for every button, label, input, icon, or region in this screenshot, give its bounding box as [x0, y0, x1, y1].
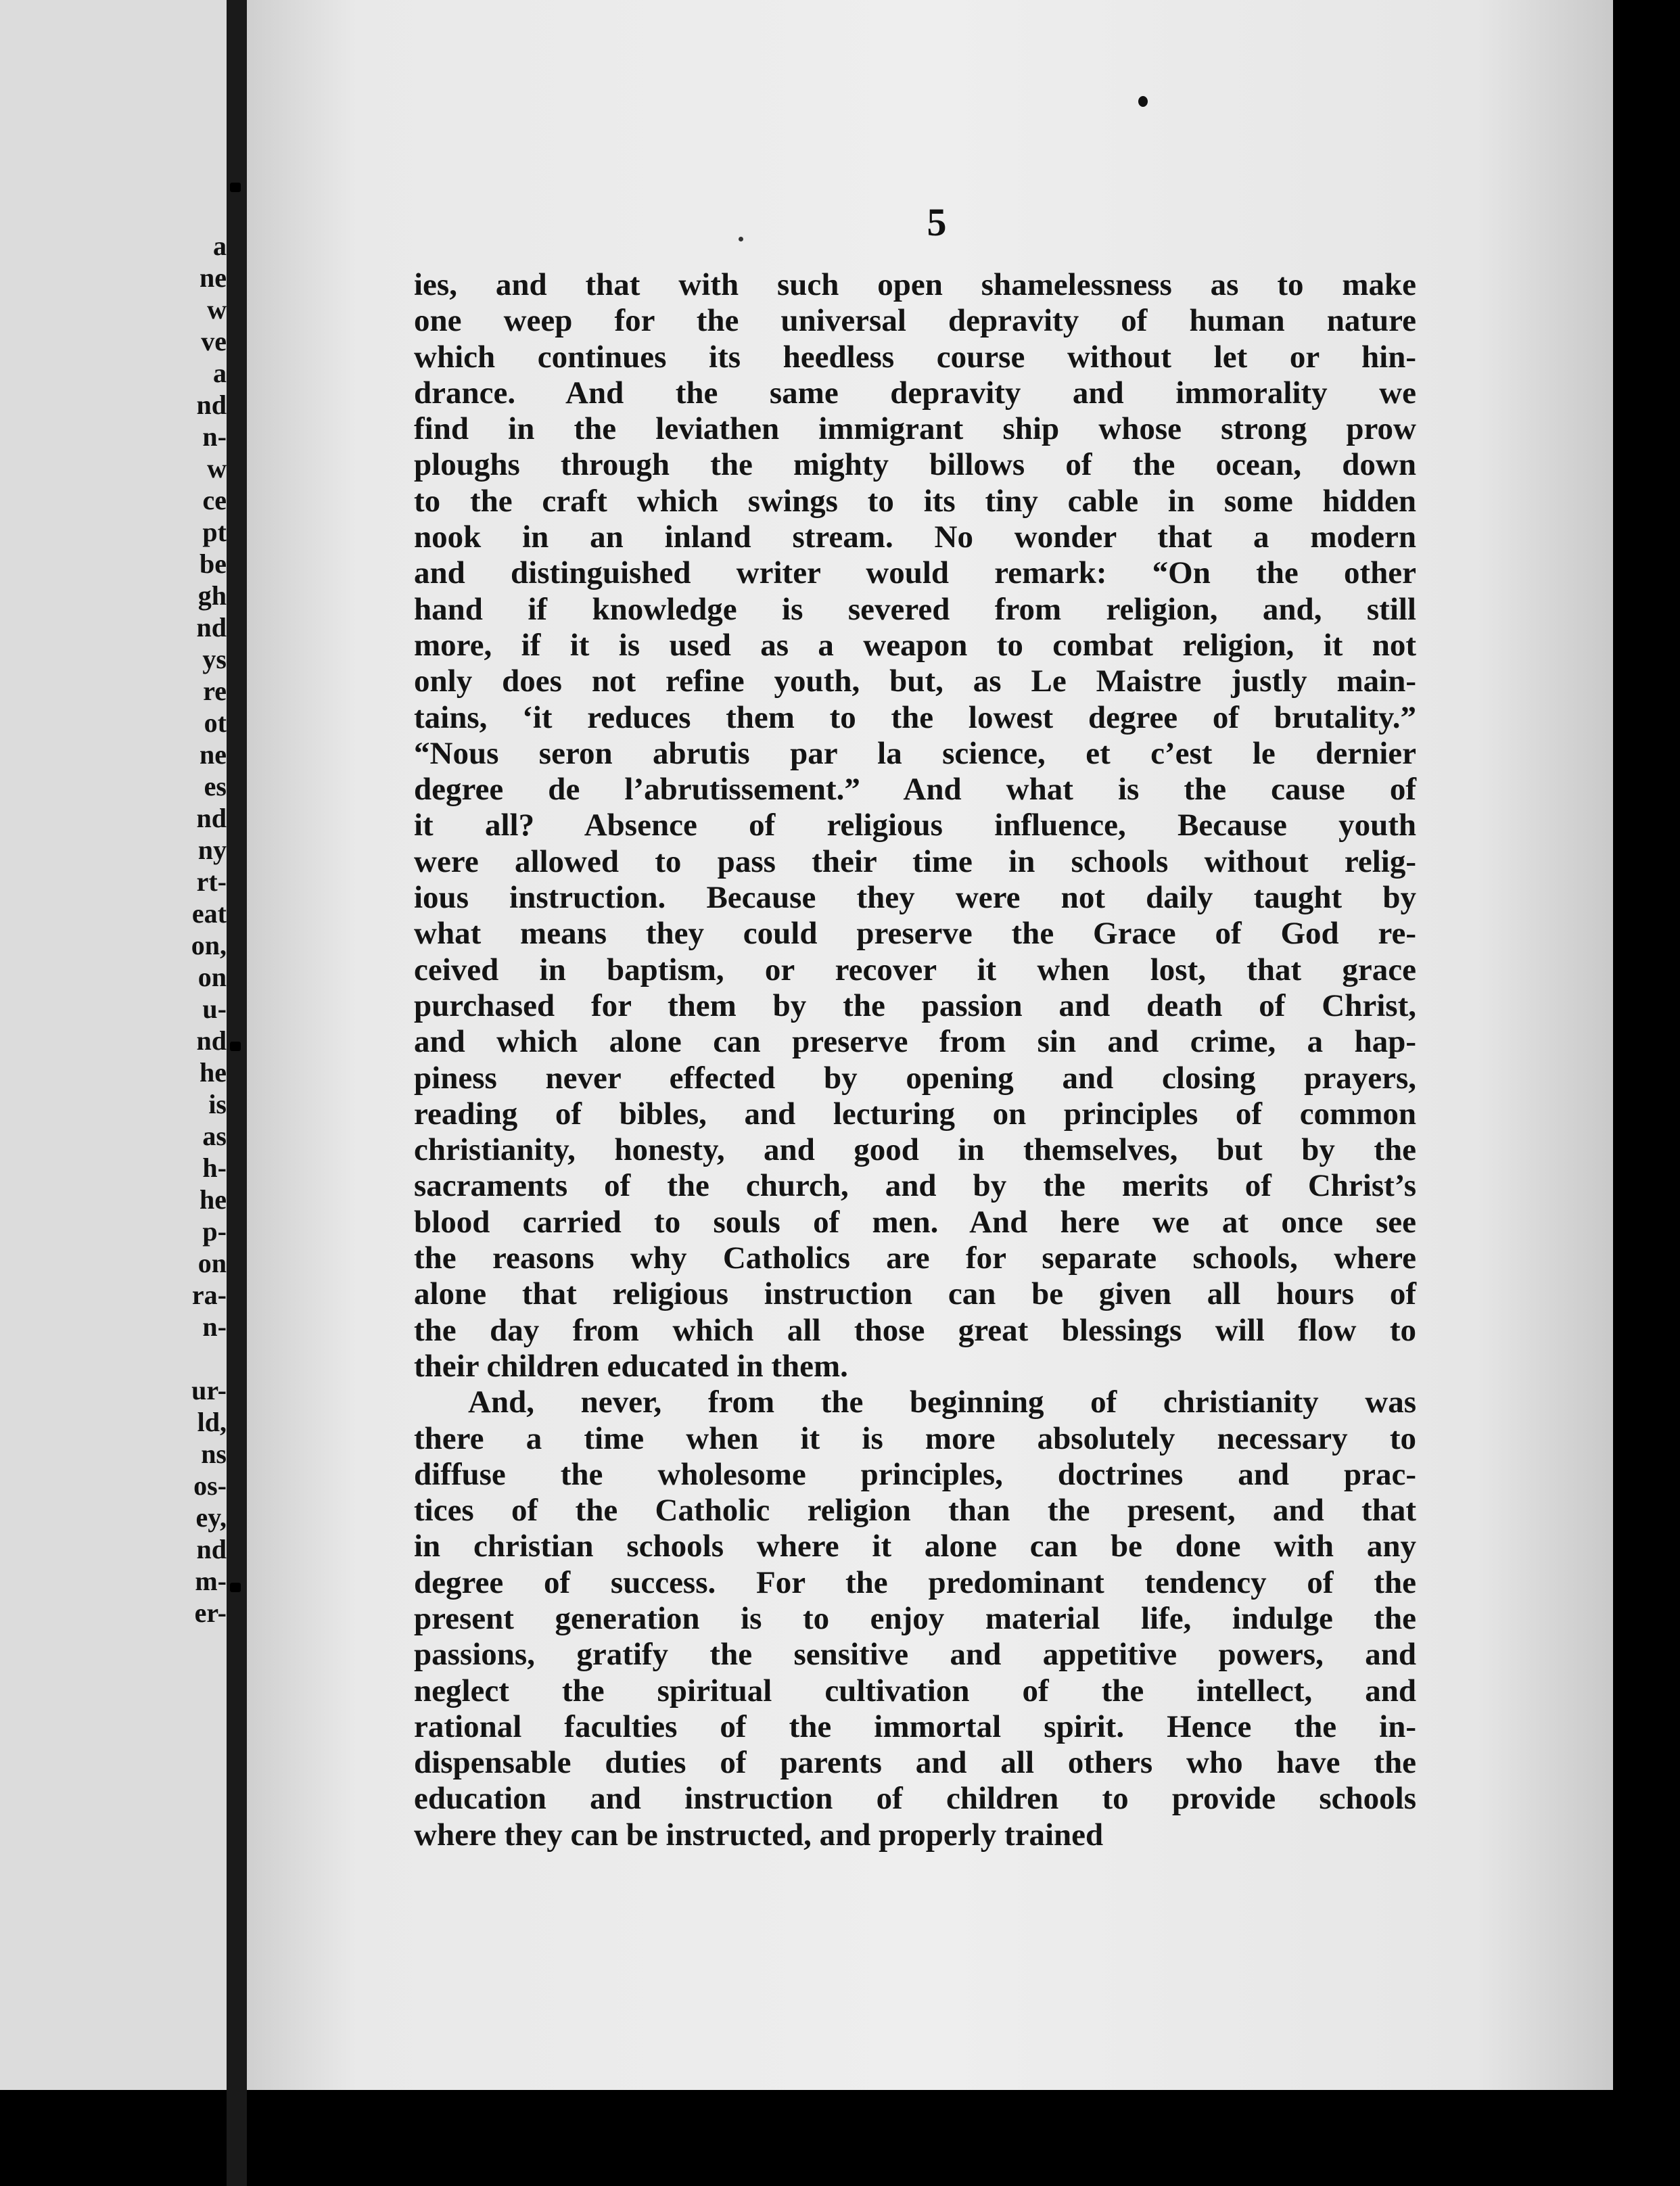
ink-speck	[739, 237, 743, 241]
text-line: passions, gratify the sensitive and appetitive powers, and	[414, 1637, 1416, 1673]
text-line: their children educated in them.	[414, 1348, 848, 1384]
margin-fragment: ld,	[197, 1407, 227, 1437]
margin-fragment: ra-	[191, 1280, 227, 1310]
text-line: one weep for the universal depravity of human nature	[414, 303, 1416, 339]
margin-fragment: nd	[196, 1534, 227, 1564]
margin-fragment: os-	[193, 1470, 227, 1501]
text-line: only does not refine youth, but, as Le Maistre justly main-	[414, 664, 1416, 699]
text-line: And, never, from the beginning of christianity was	[468, 1385, 1416, 1420]
margin-fragment: gh	[197, 580, 227, 611]
margin-fragment: ns	[201, 1439, 227, 1469]
margin-fragment: nd	[196, 390, 227, 420]
margin-fragment: ys	[202, 644, 227, 674]
text-line: christianity, honesty, and good in themselves, but by the	[414, 1132, 1416, 1168]
text-line: sacraments of the church, and by the merits of Christ’s	[414, 1168, 1416, 1204]
text-line: neglect the spiritual cultivation of the intellect, and	[414, 1673, 1416, 1708]
text-line: ceived in baptism, or recover it when lost, that grace	[414, 952, 1416, 987]
text-line: present generation is to enjoy material life, indulge the	[414, 1600, 1416, 1636]
binding-stitch	[230, 1583, 241, 1592]
margin-fragment: w	[207, 453, 227, 484]
text-line: it all? Absence of religious influence, Because youth	[414, 808, 1416, 843]
margin-fragment: as	[202, 1121, 227, 1151]
margin-fragment: rt-	[196, 866, 227, 897]
margin-fragment: is	[208, 1089, 227, 1119]
margin-fragment: p-	[202, 1216, 227, 1247]
left-margin-text	[186, 230, 227, 1629]
margin-fragment: es	[204, 771, 227, 801]
margin-fragment: nd	[196, 803, 227, 833]
margin-fragment: ce	[202, 485, 227, 515]
margin-fragment: nd	[196, 1025, 227, 1056]
text-line: dispensable duties of parents and all others who have the	[414, 1745, 1416, 1781]
binding-gutter	[227, 0, 247, 2186]
text-line: degree de l’abrutissement.” And what is the cause of	[414, 772, 1416, 808]
text-line: what means they could preserve the Grace of God re-	[414, 916, 1416, 952]
margin-fragment: ey,	[195, 1502, 227, 1533]
text-line: alone that religious instruction can be given all hours of	[414, 1276, 1416, 1312]
text-line: in christian schools where it alone can be done with any	[414, 1529, 1416, 1564]
binding-stitch	[230, 1042, 241, 1051]
margin-fragment	[186, 1343, 227, 1374]
text-line: hand if knowledge is severed from religion, and, still	[414, 591, 1416, 627]
text-line: ploughs through the mighty billows of the ocean, down	[414, 447, 1416, 483]
margin-fragment: on	[197, 1248, 227, 1278]
text-line: which continues its heedless course without let or hin-	[414, 339, 1416, 375]
text-line: where they can be instructed, and properly trained	[414, 1817, 1104, 1853]
text-line: degree of success. For the predominant tendency of the	[414, 1564, 1416, 1600]
text-line: rational faculties of the immortal spirit. Hence the in-	[414, 1708, 1416, 1744]
text-line: tains, ‘it reduces them to the lowest degree of brutality.”	[414, 699, 1416, 735]
margin-fragment: on	[197, 962, 227, 992]
text-line: to the craft which swings to its tiny cable in some hidden	[414, 483, 1416, 519]
margin-fragment: he	[200, 1184, 227, 1215]
margin-fragment: he	[200, 1057, 227, 1088]
body-text	[414, 267, 1416, 1853]
text-line: piness never effected by opening and closing prayers,	[414, 1060, 1416, 1096]
margin-fragment: eat	[191, 898, 227, 929]
margin-fragment: er-	[194, 1598, 227, 1628]
margin-fragment: m-	[195, 1566, 227, 1596]
text-line: there a time when it is more absolutely necessary to	[414, 1420, 1416, 1456]
page-edge-shadow	[1613, 68, 1680, 2090]
margin-fragment: be	[200, 549, 227, 579]
margin-fragment: ot	[204, 707, 227, 738]
margin-fragment: n-	[202, 421, 227, 452]
text-line: nook in an inland stream. No wonder that a modern	[414, 519, 1416, 555]
text-line: purchased for them by the passion and death of Christ,	[414, 987, 1416, 1023]
text-line: and which alone can preserve from sin and crime, a hap-	[414, 1024, 1416, 1060]
text-line: diffuse the wholesome principles, doctrines and prac-	[414, 1456, 1416, 1492]
margin-fragment: nd	[196, 612, 227, 643]
margin-fragment: pt	[202, 517, 227, 547]
margin-fragment: a	[213, 231, 227, 261]
text-line: find in the leviathen immigrant ship whose strong prow	[414, 411, 1416, 447]
text-line: reading of bibles, and lecturing on principles of common	[414, 1096, 1416, 1132]
text-line: ious instruction. Because they were not daily taught by	[414, 880, 1416, 916]
margin-fragment: u-	[202, 994, 227, 1024]
text-line: “Nous seron abrutis par la science, et c’est le dernier	[414, 735, 1416, 771]
margin-fragment: w	[207, 294, 227, 325]
margin-fragment: n-	[202, 1311, 227, 1342]
text-line: tices of the Catholic religion than the present, and that	[414, 1493, 1416, 1529]
margin-fragment: ne	[200, 739, 227, 770]
text-line: drance. And the same depravity and immorality we	[414, 375, 1416, 411]
text-line: ies, and that with such open shamelessness as to make	[414, 267, 1416, 302]
text-line: the reasons why Catholics are for separate schools, where	[414, 1240, 1416, 1276]
margin-fragment: ve	[201, 326, 227, 356]
text-line: the day from which all those great blessings will flow to	[414, 1312, 1416, 1348]
margin-fragment: h-	[202, 1153, 227, 1183]
margin-fragment: ur-	[191, 1375, 227, 1405]
binding-stitch	[230, 183, 241, 192]
text-line: were allowed to pass their time in schools without relig-	[414, 843, 1416, 879]
margin-fragment: on,	[191, 930, 227, 960]
left-page-fragment	[0, 0, 227, 2090]
text-line: more, if it is used as a weapon to combat religion, it not	[414, 627, 1416, 663]
text-line: education and instruction of children to provide schools	[414, 1781, 1416, 1817]
margin-fragment: re	[203, 676, 227, 706]
margin-fragment: a	[213, 358, 227, 388]
page-number: 5	[927, 200, 947, 244]
margin-fragment: ny	[197, 835, 227, 865]
text-line: blood carried to souls of men. And here we at once see	[414, 1204, 1416, 1240]
text-line: and distinguished writer would remark: “On the other	[414, 555, 1416, 591]
margin-fragment: ne	[200, 262, 227, 293]
ink-speck	[1138, 96, 1148, 107]
